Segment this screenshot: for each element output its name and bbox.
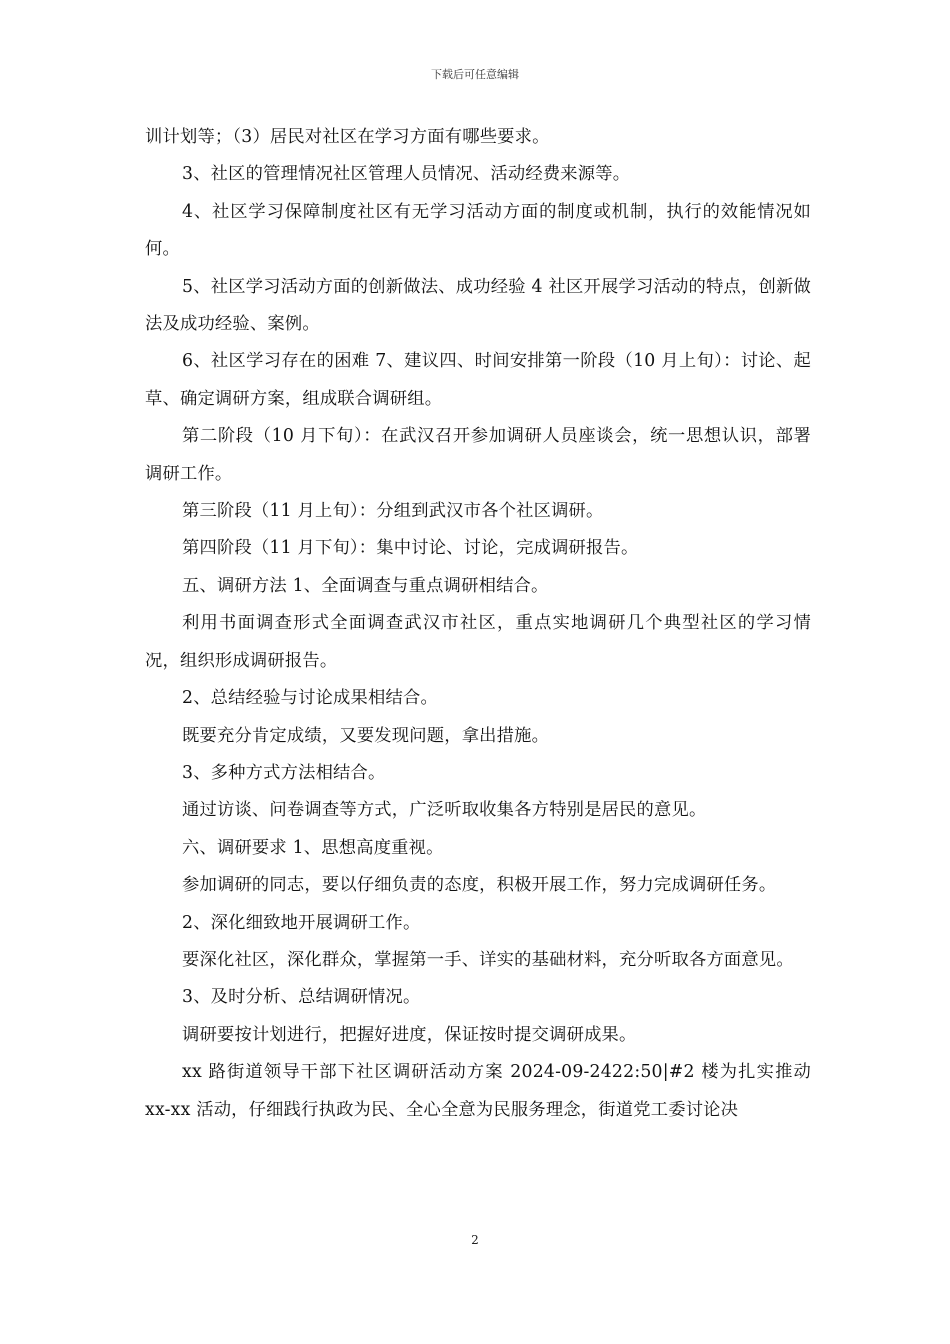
paragraph: 利用书面调查形式全面调查武汉市社区，重点实地调研几个典型社区的学习情况，组织形成调研报告。 xyxy=(145,613,811,671)
paragraph: 通过访谈、问卷调查等方式，广泛听取收集各方特别是居民的意见。 xyxy=(182,800,707,821)
paragraph: 3、社区的管理情况社区管理人员情况、活动经费来源等。 xyxy=(182,164,631,185)
paragraph: 4、社区学习保障制度社区有无学习活动方面的制度或机制，执行的效能情况如何。 xyxy=(145,201,811,260)
paragraph: 2、总结经验与讨论成果相结合。 xyxy=(182,688,438,709)
paragraph: 3、及时分析、总结调研情况。 xyxy=(182,987,421,1008)
paragraph: 六、调研要求 1、思想高度重视。 xyxy=(182,837,444,858)
paragraph: 3、多种方式方法相结合。 xyxy=(182,762,386,783)
paragraph: xx 路街道领导干部下社区调研活动方案 2024-09-2422:50|#2 楼为扎实推动 xx-xx 活动，仔细践行执政为民、全心全意为民服务理念，街道党工委讨论决 xyxy=(145,1062,817,1120)
page-header: 下载后可任意编辑 xyxy=(431,68,519,81)
paragraph: 2、深化细致地开展调研工作。 xyxy=(182,912,421,933)
paragraph: 第二阶段（10 月下旬）：在武汉召开参加调研人员座谈会，统一思想认识，部署调研工作。 xyxy=(145,426,811,484)
paragraph: 第四阶段（11 月下旬）：集中讨论、讨论，完成调研报告。 xyxy=(182,538,639,559)
paragraph: 第三阶段（11 月上旬）：分组到武汉市各个社区调研。 xyxy=(182,501,604,522)
paragraph: 6、社区学习存在的困难 7、建议四、时间安排第一阶段（10 月上旬）：讨论、起草、确定调研方案，组成联合调研组。 xyxy=(145,351,811,409)
paragraph: 调研要按计划进行，把握好进度，保证按时提交调研成果。 xyxy=(182,1024,637,1045)
paragraph: 既要充分肯定成绩，又要发现问题，拿出措施。 xyxy=(182,725,550,746)
paragraph: 要深化社区，深化群众，掌握第一手、详实的基础材料，充分听取各方面意见。 xyxy=(182,949,794,970)
page-number: 2 xyxy=(471,1233,479,1247)
document-body xyxy=(145,119,817,1129)
paragraph: 5、社区学习活动方面的创新做法、成功经验 4 社区开展学习活动的特点，创新做法及成功经验、案例。 xyxy=(145,276,811,335)
paragraph: 参加调研的同志，要以仔细负责的态度，积极开展工作，努力完成调研任务。 xyxy=(182,875,777,896)
paragraph: 训计划等；（3）居民对社区在学习方面有哪些要求。 xyxy=(145,127,550,147)
paragraph: 五、调研方法 1、全面调查与重点调研相结合。 xyxy=(182,575,549,596)
